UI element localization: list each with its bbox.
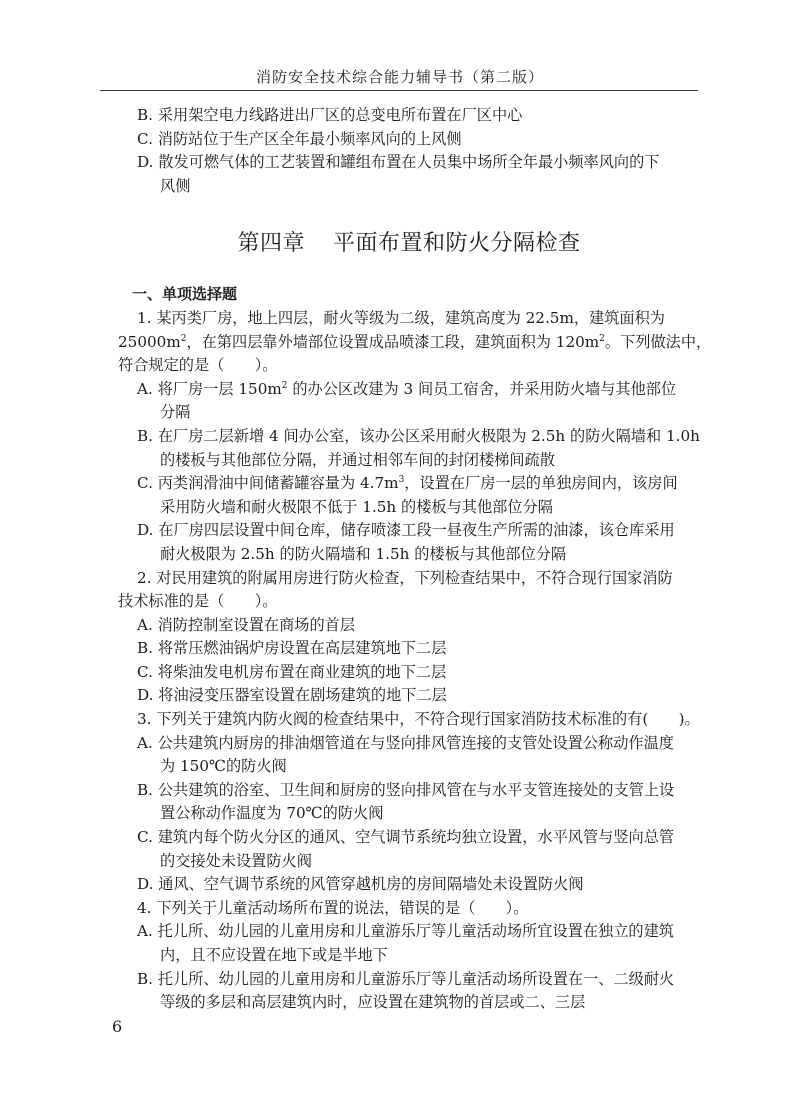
q1-option-b: B. 在厂房二层新增 4 间办公室，该办公区采用耐火极限为 2.5h 的防火隔墙和 1.0h <box>137 426 700 445</box>
q1-option-d-cont: 耐火极限为 2.5h 的防火隔墙和 1.5h 的楼板与其他部位分隔 <box>160 544 567 563</box>
q1-stem-cont: $25000m^2$，在第四层靠外墙部位设置成品喷漆工段，建筑面积为 $120m^2$。下列做法中， <box>118 332 712 351</box>
q2-option-b: B. 将常压燃油锅炉房设置在高层建筑地下二层 <box>137 639 447 658</box>
q1-option-a-cont: 分隔 <box>160 403 191 422</box>
header-rule <box>100 90 698 91</box>
q1-stem: 1. 某丙类厂房，地上四层，耐火等级为二级，建筑高度为 22.5m，建筑面积为 <box>137 308 665 327</box>
q1-option-a: A. 将厂房一层 $150m^2$ 的办公区改建为 3 间员工宿舍，并采用防火墙与其他部位 <box>137 379 677 398</box>
page-number: 6 <box>112 1017 123 1036</box>
q3-option-a: A. 公共建筑内厨房的排油烟管道在与竖向排风管连接的支管处设置公称动作温度 <box>137 733 674 752</box>
q2-option-a: A. 消防控制室设置在商场的首层 <box>137 615 356 634</box>
q3-option-c-cont: 的交接处未设置防火阀 <box>160 851 312 870</box>
chapter-number: 第四章 <box>237 231 305 257</box>
q1-option-c-cont: 采用防火墙和耐火极限不低于 1.5h 的楼板与其他部位分隔 <box>160 497 553 516</box>
q4-option-a: A. 托儿所、幼儿园的儿童用房和儿童游乐厅等儿童活动场所宜设置在独立的建筑 <box>137 922 674 941</box>
q3-option-b-cont: 置公称动作温度为 70℃的防火阀 <box>160 804 384 823</box>
prev-option-d-cont: 风侧 <box>160 176 191 195</box>
chapter-name: 平面布置和防火分隔检查 <box>333 231 581 257</box>
q1-option-c: C. 丙类润滑油中间储蓄罐容量为 $4.7m^3$，设置在厂房一层的单独房间内，该房间 <box>137 474 678 493</box>
q3-option-a-cont: 为 150℃的防火阀 <box>160 757 287 776</box>
page-content <box>118 104 712 1015</box>
section-heading: 一、单项选择题 <box>132 285 238 304</box>
chapter-title <box>118 226 700 257</box>
prev-option-b: B. 采用架空电力线路进出厂区的总变电所布置在厂区中心 <box>137 106 523 124</box>
q1-option-b-cont: 的楼板与其他部位分隔，并通过相邻车间的封闭楼梯间疏散 <box>160 450 555 469</box>
q4-option-b: B. 托儿所、幼儿园的儿童用房和儿童游乐厅等儿童活动场所设置在一、二级耐火 <box>137 969 675 988</box>
q1-option-d: D. 在厂房四层设置中间仓库，储存喷漆工段一昼夜生产所需的油漆，该仓库采用 <box>137 521 675 540</box>
q3-option-c: C. 建筑内每个防火分区的通风、空气调节系统均独立设置，水平风管与竖向总管 <box>137 828 675 847</box>
q2-option-c: C. 将柴油发电机房布置在商业建筑的地下二层 <box>137 662 447 681</box>
prev-option-c: C. 消防站位于生产区全年最小频率风向的上风侧 <box>137 129 462 148</box>
q1-stem-end: 符合规定的是（ ）。 <box>118 356 278 375</box>
running-header: 消防安全技术综合能力辅导书（第二版） <box>255 68 544 86</box>
q3-option-d: D. 通风、空气调节系统的风管穿越机房的房间隔墙处未设置防火阀 <box>137 875 584 894</box>
q2-option-d: D. 将油浸变压器室设置在剧场建筑的地下二层 <box>137 686 447 705</box>
q4-option-b-cont: 等级的多层和高层建筑内时，应设置在建筑物的首层或二、三层 <box>160 993 586 1012</box>
q4-option-a-cont: 内，且不应设置在地下或是半地下 <box>160 946 388 964</box>
prev-option-d: D. 散发可燃气体的工艺装置和罐组布置在人员集中场所全年最小频率风向的下 <box>137 153 660 172</box>
q2-stem-cont: 技术标准的是（ ）。 <box>118 592 278 611</box>
q4-stem: 4. 下列关于儿童活动场所布置的说法，错误的是（ ）。 <box>137 898 529 917</box>
q2-stem: 2. 对民用建筑的附属用房进行防火检查，下列检查结果中，不符合现行国家消防 <box>137 568 673 587</box>
q3-option-b: B. 公共建筑的浴室、卫生间和厨房的竖向排风管在与水平支管连接处的支管上设 <box>137 780 675 799</box>
q3-stem: 3. 下列关于建筑内防火阀的检查结果中，不符合现行国家消防技术标准的有( )。 <box>137 710 700 729</box>
